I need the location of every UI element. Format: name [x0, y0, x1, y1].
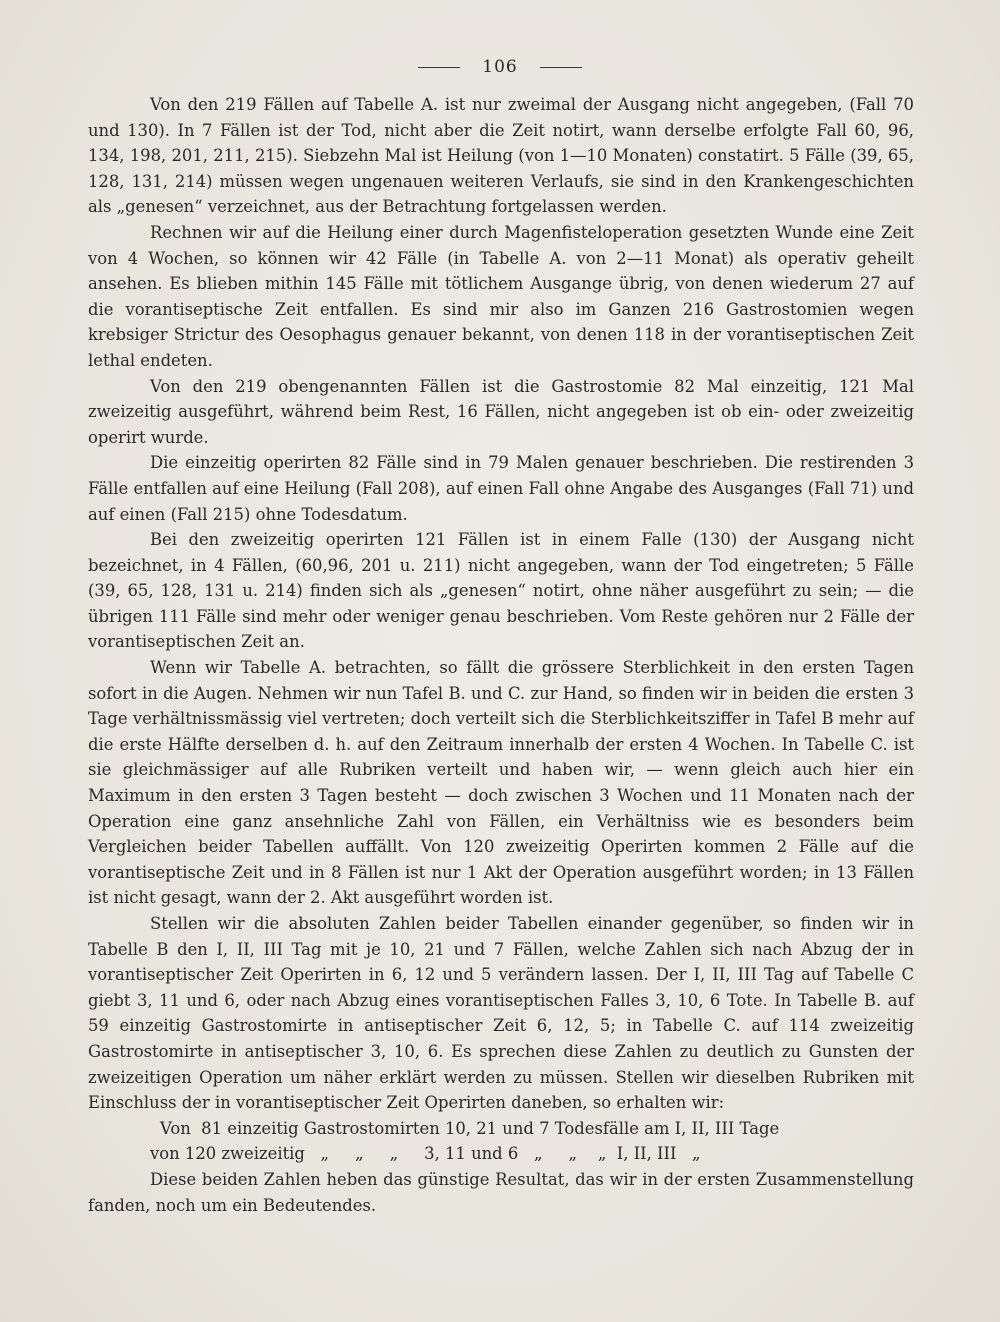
- body-text: [88, 92, 914, 1218]
- closing-paragraph: Diese beiden Zahlen heben das günstige Resultat, das wir in der ersten Zusammenstellung fanden, noch um ein Bedeutendes.: [88, 1169, 914, 1215]
- page-header: [0, 57, 1000, 77]
- paragraph: Die einzeitig operirten 82 Fälle sind in 79 Malen genauer beschrieben. Die restirenden 3 Fälle entfallen auf eine Heilung (Fall 208), auf einen Fall ohne Angabe des Ausganges (Fall 71) und auf einen (Fall 215) ohne Todesdatum.: [88, 453, 914, 524]
- paragraph: Bei den zweizeitig operirten 121 Fällen ist in einem Falle (130) der Ausgang nicht bezeichnet, in 4 Fällen, (60,96, 201 u. 211) nicht angegeben, wann der Tod eingetreten; 5 Fälle (39, 65, 128, 131 u. 214) finden sich als „genesen“ notirt, ohne näher ausgeführt zu sein; — die übrigen 111 Fälle sind mehr oder weniger genau beschrieben. Vom Reste gehören nur 2 Fälle der vorantiseptischen Zeit an.: [88, 530, 914, 652]
- paragraph: Stellen wir die absoluten Zahlen beider Tabellen einander gegenüber, so finden wir in Tabelle B den I, II, III Tag mit je 10, 21 und 7 Fällen, welche Zahlen sich nach Abzug der in vorantiseptischer Zeit Operirten in 6, 12 und 5 verändern lassen. Der I, II, III Tag auf Tabelle C giebt 3, 11 und 6, oder nach Abzug eines vorantiseptischen Falles 3, 10, 6 Tote. In Tabelle B. auf 59 einzeitig Gastrostomirte in antiseptischer Zeit 6, 12, 5; in Tabelle C. auf 114 zweizeitig Gastrostomirte in antiseptischer 3, 10, 6. Es sprechen diese Zahlen zu deutlich zu Gunsten der zweizeitigen Operation um näher erklärt werden zu müssen. Stellen wir dieselben Rubriken mit Einschluss der in vorantiseptischer Zeit Operirten daneben, so erhalten wir:: [88, 914, 914, 1113]
- page-number: 106: [482, 57, 518, 77]
- paragraph: Rechnen wir auf die Heilung einer durch Magenfisteloperation gesetzten Wunde eine Zeit von 4 Wochen, so können wir 42 Fälle (in Tabelle A. von 2—11 Monat) als operativ geheilt ansehen. Es blieben mithin 145 Fälle mit tötlichem Ausgange übrig, von denen wiederum 27 auf die vorantiseptische Zeit entfallen. Es sind mir also im Ganzen 216 Gastrostomien wegen krebsiger Strictur des Oesophagus genauer bekannt, von denen 118 in der vorantiseptischen Zeit lethal endeten.: [88, 222, 914, 370]
- paragraph: Von den 219 Fällen auf Tabelle A. ist nur zweimal der Ausgang nicht angegeben, (Fall 70 und 130). In 7 Fällen ist der Tod, nicht aber die Zeit notirt, wann derselbe erfolgte Fall 60, 96, 134, 198, 201, 211, 215). Siebzehn Mal ist Heilung (von 1—10 Monaten) constatirt. 5 Fälle (39, 65, 128, 131, 214) müssen wegen ungenauen weiteren Verlaufs, sie sind in den Krankengeschichten als „genesen“ verzeichnet, aus der Betrachtung fortgelassen werden.: [88, 95, 914, 217]
- paragraph: Von den 219 obengenannten Fällen ist die Gastrostomie 82 Mal einzeitig, 121 Mal zweizeitig ausgeführt, während beim Rest, 16 Fällen, nicht angegeben ist ob ein- oder zweizeitig operirt wurde.: [88, 376, 914, 447]
- header-rule-left: [418, 67, 460, 68]
- paragraph: Wenn wir Tabelle A. betrachten, so fällt die grössere Sterblichkeit in den ersten Tagen sofort in die Augen. Nehmen wir nun Tafel B. und C. zur Hand, so finden wir in beiden die ersten 3 Tage verhältnissmässig viel vertreten; doch verteilt sich die Sterblichkeitsziffer in Tafel B mehr auf die erste Hälfte derselben d. h. auf den Zeitraum innerhalb der ersten 4 Wochen. In Tabelle C. ist sie gleichmässiger auf alle Rubriken verteilt und haben wir, — wenn gleich auch hier ein Maximum in den ersten 3 Tagen besteht — doch zwischen 3 Wochen und 11 Monaten nach der Operation eine ganz ansehnliche Zahl von Fällen, ein Verhältniss wie es besonders beim Vergleichen beider Tabellen auffällt. Von 120 zweizeitig Operirten kommen 2 Fälle auf die vorantiseptische Zeit und in 8 Fällen ist nur 1 Akt der Operation ausgeführt worden; in 13 Fällen ist nicht gesagt, wann der 2. Akt ausgeführt worden ist.: [88, 658, 914, 908]
- comparison-line: von 120 zweizeitig „ „ „ 3, 11 und 6 „ „ „ I, II, III „: [150, 1144, 701, 1164]
- header-rule-right: [540, 67, 582, 68]
- comparison-line: Von 81 einzeitig Gastrostomirten 10, 21 und 7 Todesfälle am I, II, III Tage: [160, 1118, 780, 1138]
